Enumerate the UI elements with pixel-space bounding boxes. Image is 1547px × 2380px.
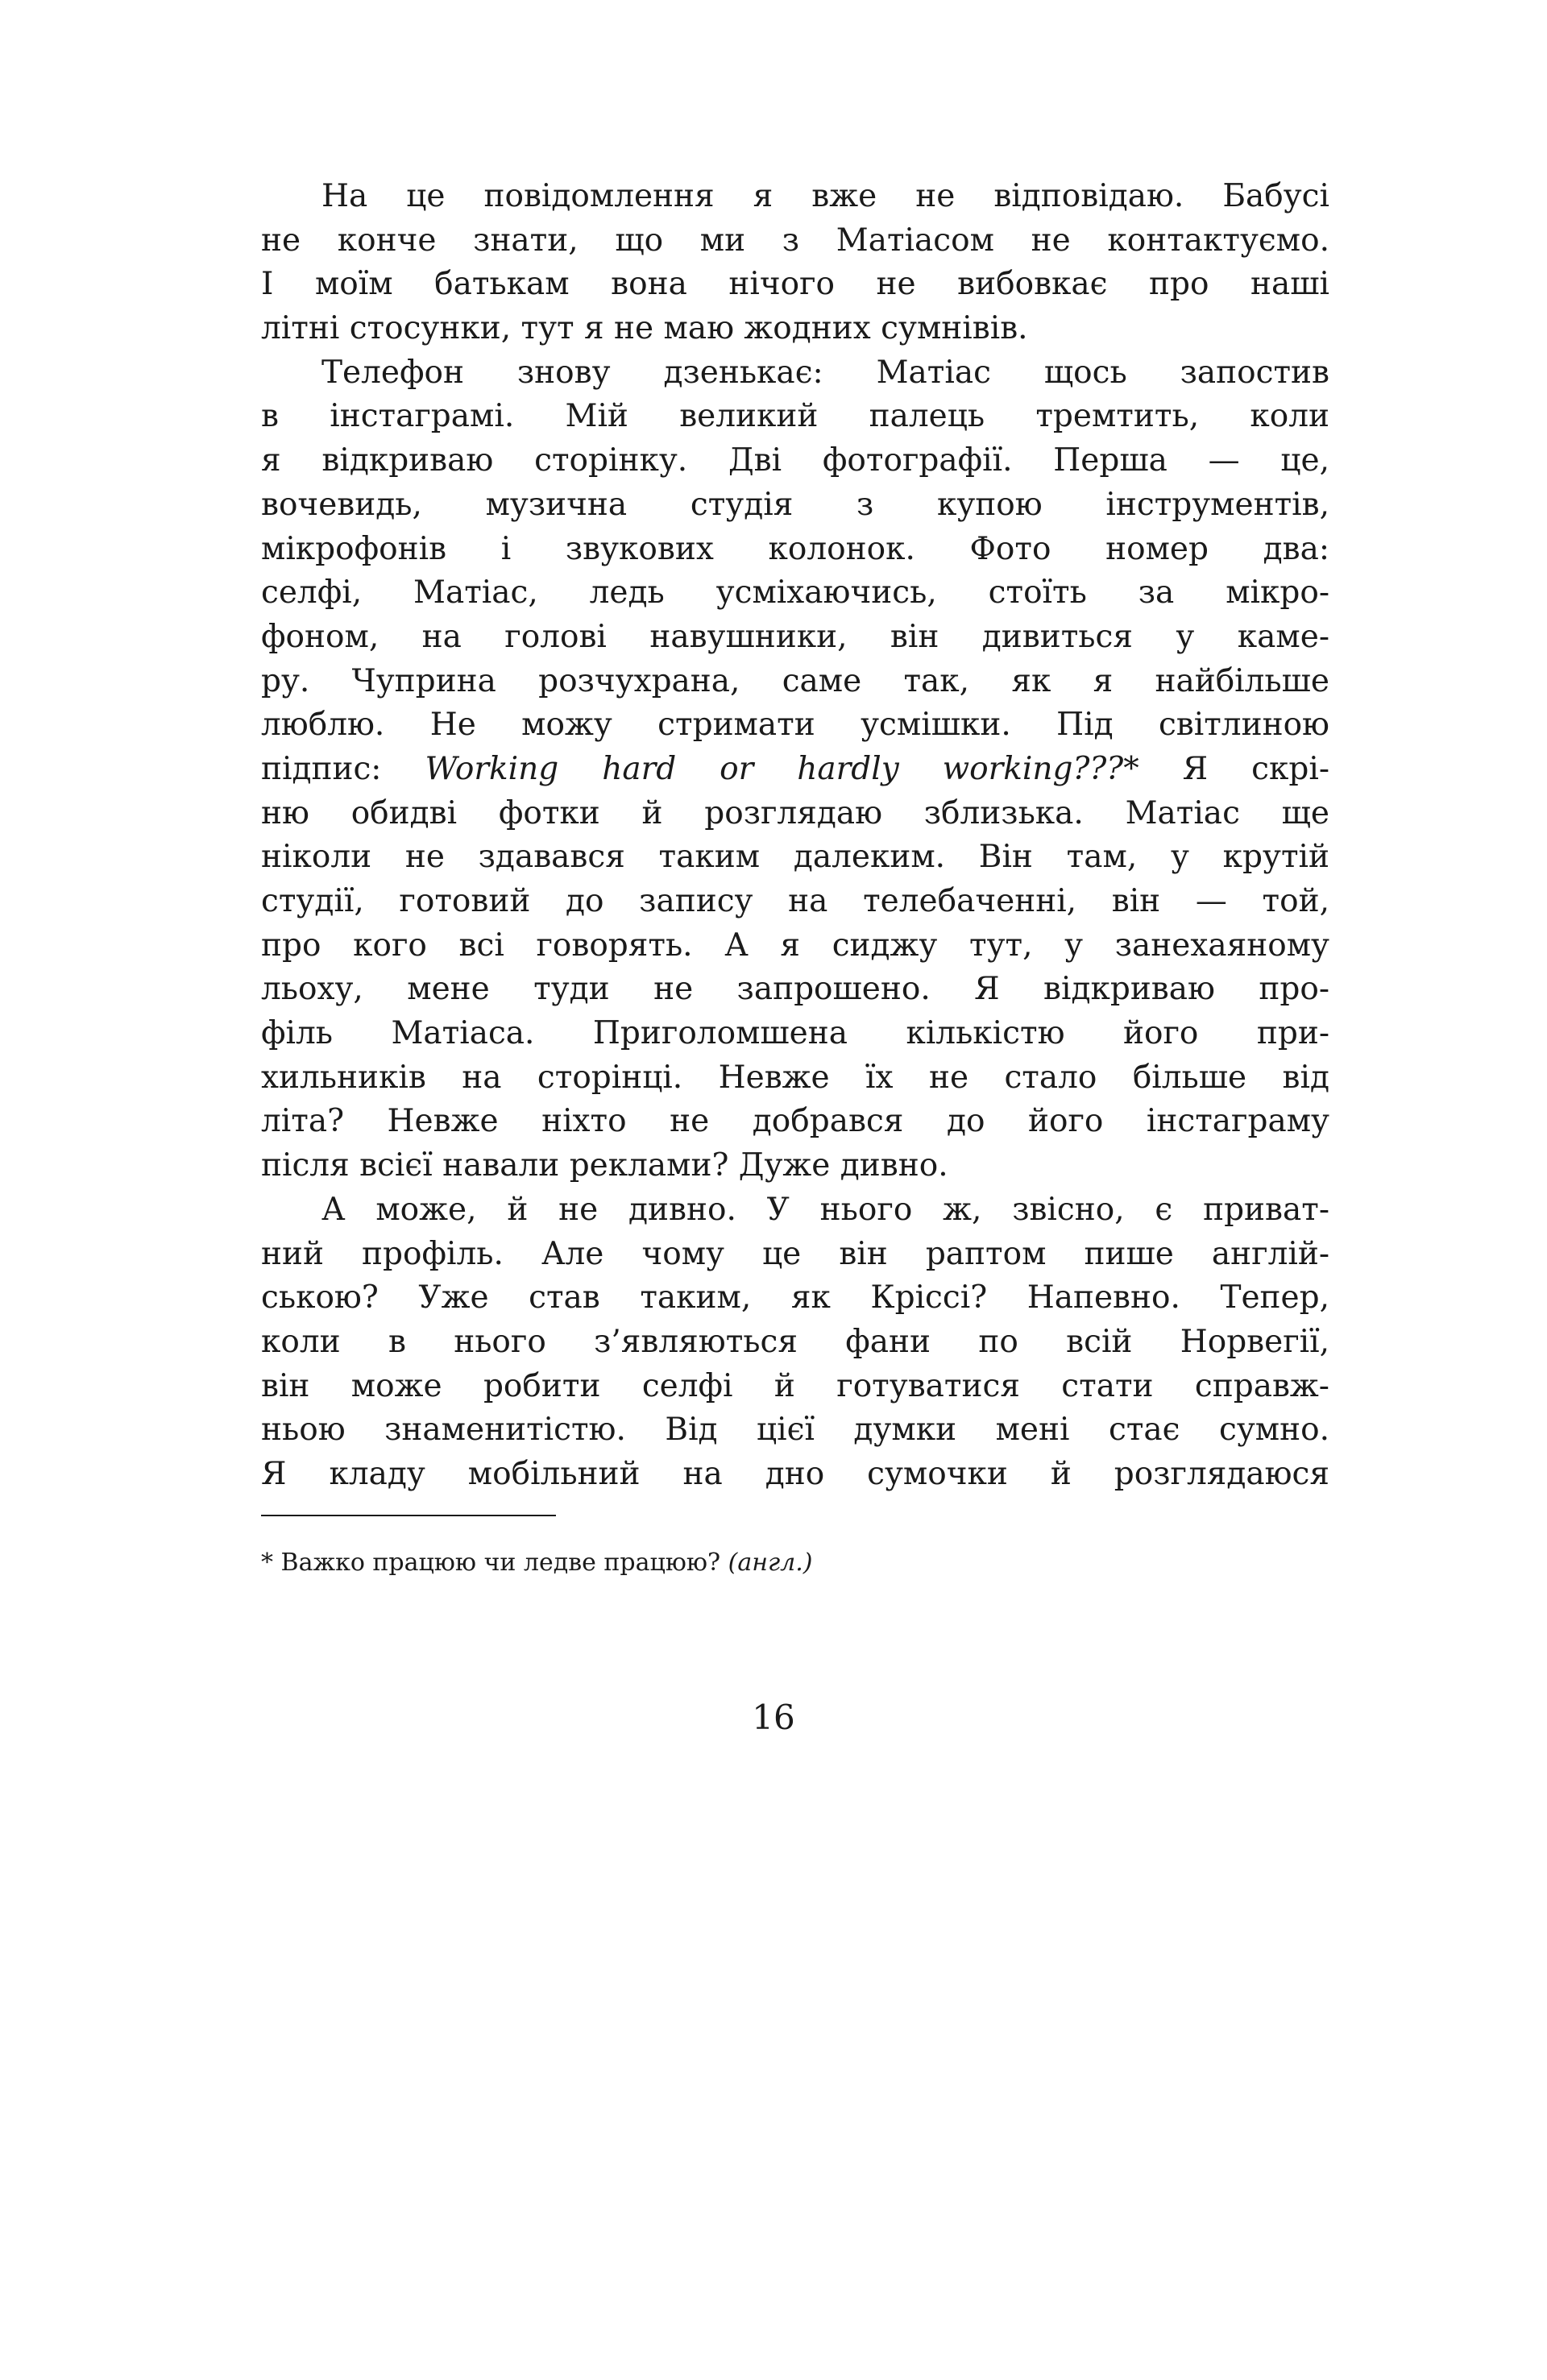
text-line: студії, готовий до запису на телебаченні, він — той, (261, 883, 1329, 919)
text-line: в інстаграмі. Мій великий палець тремтить, коли (261, 398, 1329, 435)
paragraph (261, 351, 1329, 1188)
text-line: Телефон знову дзенькає: Матіас щось запостив (321, 354, 1329, 391)
text-segment: підпис: (261, 750, 425, 787)
text-line: філь Матіаса. Приголомшена кількістю його при- (261, 1015, 1329, 1052)
text-line: мікрофонів і звукових колонок. Фото номер два: (261, 530, 1329, 567)
text-line: фоном, на голові навушники, він дивиться у каме- (261, 618, 1329, 655)
footnote-text: * Важко працюю чи ледве працюю? (261, 1549, 728, 1577)
page-number: 16 (752, 1698, 795, 1737)
footnote-divider (261, 1515, 556, 1516)
text-line: я відкриваю сторінку. Дві фотографії. Перша — це, (261, 442, 1329, 479)
text-line: ніколи не здавався таким далеким. Він там, у крутій (261, 839, 1329, 876)
paragraph (261, 1188, 1329, 1497)
text-line: ською? Уже став таким, як Кріссі? Напевно. Тепер, (261, 1279, 1329, 1316)
paragraph (261, 175, 1329, 351)
text-line: коли в нього з’являються фани по всій Норвегії, (261, 1323, 1329, 1360)
italic-quote: Working hard or hardly working??? (425, 750, 1124, 787)
footnote-language-note: (англ.) (728, 1549, 813, 1577)
text-line: На це повідомлення я вже не відповідаю. Бабусі (321, 178, 1329, 214)
text-line: ню обидві фотки й розглядаю зблизька. Матіас ще (261, 794, 1329, 831)
footnote (261, 1545, 812, 1581)
text-line: вочевидь, музична студія з купою інструментів, (261, 486, 1329, 523)
text-line: хильників на сторінці. Невже їх не стало більше від (261, 1059, 1329, 1096)
text-line: він може робити селфі й готуватися стати справж- (261, 1367, 1329, 1404)
text-line: про кого всі говорять. А я сиджу тут, у занехаяному (261, 927, 1329, 964)
text-line: не конче знати, що ми з Матіасом не контактуємо. (261, 222, 1329, 259)
text-line: Я кладу мобільний на дно сумочки й розглядаюся (261, 1455, 1329, 1492)
text-line: А може, й не дивно. У нього ж, звісно, є приват- (321, 1191, 1329, 1228)
text-segment: * Я скрі- (1123, 750, 1330, 787)
text-line: ньою знаменитістю. Від цієї думки мені стає сумно. (261, 1412, 1329, 1449)
body-text (261, 175, 1329, 1497)
text-line: ний профіль. Але чому це він раптом пише англій- (261, 1235, 1329, 1272)
text-line: льоху, мене туди не запрошено. Я відкриваю про- (261, 971, 1329, 1008)
text-line: ру. Чуприна розчухрана, саме так, як я найбільше (261, 662, 1329, 699)
text-line: літа? Невже ніхто не добрався до його інстаграму (261, 1103, 1329, 1140)
text-line: люблю. Не можу стримати усмішки. Під світлиною (261, 707, 1329, 744)
text-line: після всієї навали реклами? Дуже дивно. (261, 1147, 948, 1184)
text-line: І моїм батькам вона нічого не вибовкає про наші (261, 266, 1329, 303)
text-line: селфі, Матіас, ледь усміхаючись, стоїть за мікро- (261, 574, 1329, 612)
text-line: літні стосунки, тут я не маю жодних сумнівів. (261, 310, 1028, 347)
text-line (261, 748, 1329, 792)
